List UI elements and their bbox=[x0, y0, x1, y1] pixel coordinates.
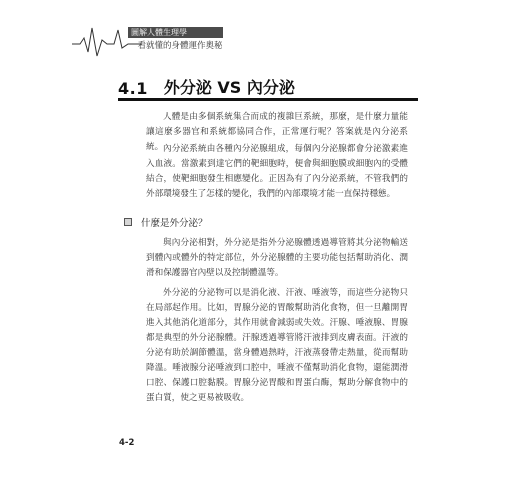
paragraph-exocrine-examples: 外分泌的分泌物可以是消化液、汗液、唾液等，而這些分泌物只在局部起作用。比如，胃腺分泌的胃酸幫助消化食物，但一旦離開胃進入其他消化道部分，其作用就會減弱或失效。汗腺、唾液腺、胃腺都是典型的外分泌腺體。汗腺透過導管將汗液排到皮膚表面。汗液的分泌有助於調節體溫，當身體過熱時，汗液蒸發帶走熱量，從而幫助降溫。唾液腺分泌唾液到口腔中，唾液不僅幫助消化食物，還能潤滑口腔、保護口腔黏膜。胃腺分泌胃酸和胃蛋白酶，幫助分解食物中的蛋白質，使之更易被吸收。 bbox=[146, 288, 408, 403]
heartbeat-wave-icon bbox=[72, 18, 142, 62]
section-number: 4.1 bbox=[118, 79, 148, 98]
paragraph-exocrine-definition: 與內分泌相對，外分泌是指外分泌腺體透過導管將其分泌物輸送到體內或體外的特定部位，外分泌腺體的主要功能包括幫助消化、潤滑和保護器官內壁以及控制體溫等。 bbox=[146, 238, 408, 278]
book-subtitle: 一看就懂的身體運作奧秘 bbox=[129, 41, 223, 51]
page-number: 4-2 bbox=[119, 438, 135, 448]
section-title: 外分泌 VS 內分泌 bbox=[163, 78, 295, 97]
section-heading bbox=[118, 74, 295, 98]
paragraph-intro: 人體是由多個系統集合而成的複雜巨系統，那麼，是什麼力量能讓這麼多器官和系統都協同合作，正常運行呢？答案就是內分泌系統。 bbox=[146, 112, 408, 152]
section-underline bbox=[118, 98, 418, 101]
subheading-text: 什麼是外分泌？ bbox=[141, 218, 208, 229]
paragraph-endocrine: 內分泌系統由各種內分泌腺組成，每個內分泌腺都會分泌激素進入血液。當激素到達它們的靶細胞時，便會與細胞膜或細胞內的受體結合，使靶細胞發生相應變化。正因為有了內分泌系統，不管我們的外部環境發生了怎樣的變化，我們的內部環境才能一直保持穩態。 bbox=[146, 144, 408, 199]
series-title: 圖解人體生理學 bbox=[128, 27, 223, 38]
subheading bbox=[124, 215, 208, 229]
square-bullet-icon bbox=[124, 218, 132, 226]
